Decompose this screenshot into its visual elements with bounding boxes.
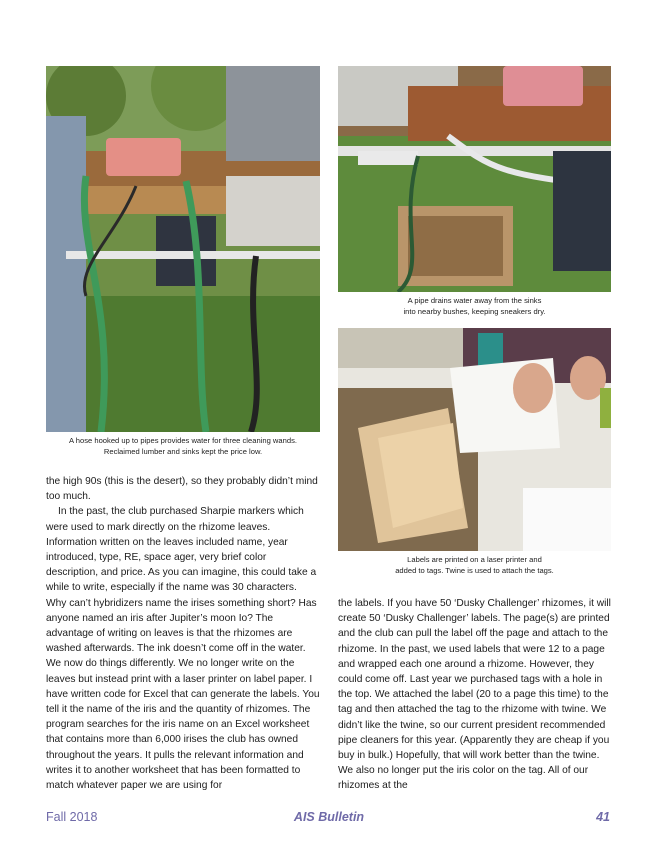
pipe-drain-photo (338, 66, 611, 292)
labels-photo-caption: Labels are printed on a laser printer and added to tags. Twine is used to attach the tags. (395, 555, 554, 575)
article-paragraph: the high 90s (this is the desert), so they probably didn’t mind too much. (46, 476, 318, 503)
pipe-photo-caption: A pipe drains water away from the sinks into nearby bushes, keeping sneakers dry. (403, 296, 546, 316)
labels-tags-photo (338, 328, 611, 551)
article-left-column (46, 474, 320, 793)
publication-name: AIS Bulletin (293, 810, 365, 824)
page-number: 41 (596, 810, 610, 824)
article-paragraph: the labels. If you have 50 ‘Dusky Challenger’ rhizomes, it will create 50 ‘Dusky Challenger’ labels. The page(s) are printed and the club can pull the label off the page and attach to the rhizome. In the past, we used labels that were 12 to a page and wrapped each one around a rhizome. However, they could come off. Last year we purchased tags with a hole in the top. We attached the label (20 to a page this time) to the tag and then attached the tag to the rhizome with twine. We didn’t like the twine, so our current president recommended pipe cleaners for this year. (Apparently they are cheap if you buy in bulk.) Hopefully, that will work better than the twine. We also no longer put the iris color on the tag. All of our rhizomes at the (338, 598, 611, 792)
article-right-column (338, 596, 612, 794)
article-paragraph: In the past, the club purchased Sharpie markers which were used to mark directly on the rhizome leaves. Information written on the leaves included name, year introduced, type, RE, space ager, very brief color description, and price. As you can imagine, this could take a while to write, especially if the name was 30 characters. Why can’t hybridizers name the irises something short? Has anyone named an iris after Jupiter’s moon Io? The advantage of writing on leaves is that the rhizomes are washed afterwards. The ink doesn’t come off in the water. We now do things differently. We no longer write on the leaves but instead print with a laser printer on label paper. I have written code for Excel that can generate the labels. You tell it the name of the iris and the quantity of rhizomes. The program searches for the iris name on an Excel worksheet that contains more than 6,000 irises the club has owned throughout the years. It pulls the relevant information and writes it to another worksheet that has been formatted to match whatever paper we are using for (46, 506, 320, 792)
hose-hookup-photo (46, 66, 320, 432)
issue-date: Fall 2018 (46, 810, 98, 824)
hose-photo-caption: A hose hooked up to pipes provides water for three cleaning wands. Reclaimed lumber and sinks kept the price low. (69, 436, 297, 456)
